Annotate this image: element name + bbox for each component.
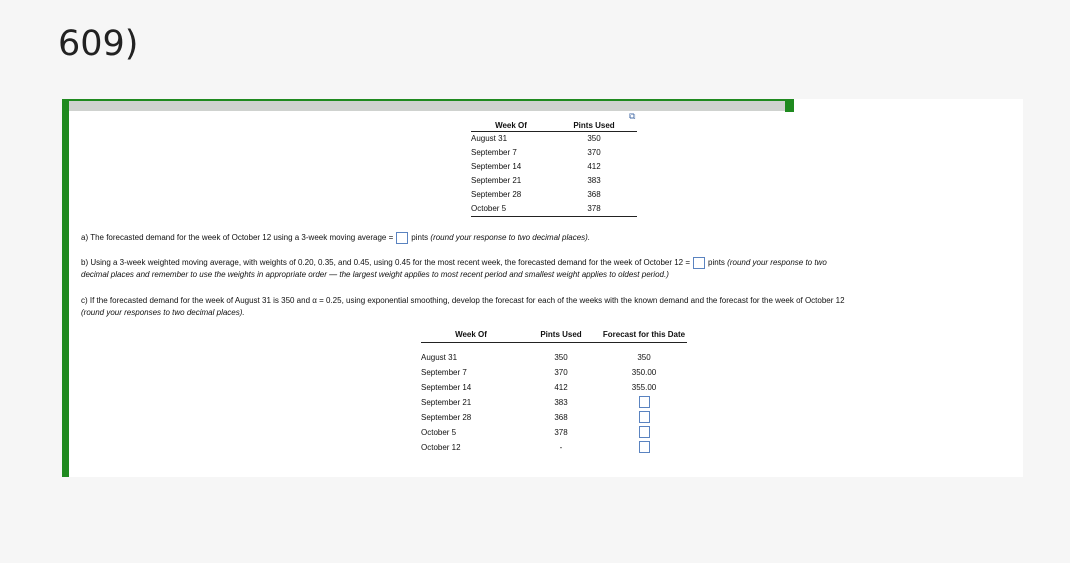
table2-header-week: Week Of bbox=[421, 327, 521, 343]
pints-cell: 350 bbox=[554, 352, 568, 362]
forecast-table bbox=[421, 327, 687, 455]
week-cell: September 21 bbox=[471, 176, 522, 185]
table-row bbox=[471, 174, 637, 188]
table2-header-forecast: Forecast for this Date bbox=[601, 327, 687, 343]
part-b-text: b) Using a 3-week weighted moving average, with weights of 0.20, 0.35, and 0.45, using 0.45 for the most recent week, the forecasted demand for the week of October 12 = bbox=[81, 258, 691, 268]
pints-cell: 378 bbox=[551, 202, 637, 217]
pints-cell: 368 bbox=[554, 412, 568, 422]
pints-cell: - bbox=[559, 442, 563, 452]
question-number: 609) bbox=[58, 24, 139, 64]
question-card bbox=[62, 99, 1023, 477]
table-row bbox=[471, 160, 637, 174]
week-cell: September 14 bbox=[421, 382, 472, 392]
part-b-answer-input[interactable] bbox=[693, 257, 705, 269]
part-a-answer-input[interactable] bbox=[396, 232, 408, 244]
pints-cell: 412 bbox=[554, 382, 568, 392]
table-row bbox=[421, 395, 687, 410]
week-cell: August 31 bbox=[471, 134, 508, 143]
week-cell: September 7 bbox=[421, 367, 467, 377]
table-row bbox=[421, 410, 687, 425]
forecast-answer-input-sep28[interactable] bbox=[639, 411, 650, 423]
table1-header-week: Week Of bbox=[471, 120, 551, 132]
part-c bbox=[81, 295, 1021, 319]
table-row bbox=[421, 440, 687, 455]
table-row bbox=[471, 146, 637, 160]
table2-header-pints: Pints Used bbox=[521, 327, 601, 343]
table-row bbox=[421, 380, 687, 395]
week-cell: October 5 bbox=[421, 427, 457, 437]
forecast-cell: 355.00 bbox=[631, 382, 657, 392]
table-row bbox=[471, 202, 637, 217]
forecast-answer-input-oct12[interactable] bbox=[639, 441, 650, 453]
part-a bbox=[81, 232, 590, 244]
left-accent-bar bbox=[62, 99, 69, 477]
part-b-hint: (round your response to two bbox=[727, 258, 827, 268]
part-a-text: a) The forecasted demand for the week of October 12 using a 3-week moving average = bbox=[81, 233, 394, 243]
pints-cell: 350 bbox=[587, 134, 601, 143]
part-c-text: c) If the forecasted demand for the week of August 31 is 350 and α = 0.25, using exponential smoothing, develop the forecast for each of the weeks with the known demand and the forecast for the week of October 12 bbox=[81, 296, 845, 305]
spacer-row bbox=[421, 343, 687, 350]
top-bar-end-marker bbox=[785, 99, 794, 112]
forecast-answer-input-sep21[interactable] bbox=[639, 396, 650, 408]
top-progress-bar bbox=[69, 99, 794, 111]
week-cell: August 31 bbox=[421, 352, 458, 362]
table-row bbox=[421, 350, 687, 365]
forecast-cell: 350.00 bbox=[631, 367, 657, 377]
demand-table bbox=[471, 120, 637, 217]
week-cell: October 12 bbox=[421, 442, 461, 452]
pints-cell: 383 bbox=[554, 397, 568, 407]
week-cell: September 21 bbox=[421, 397, 472, 407]
part-a-hint: (round your response to two decimal places). bbox=[430, 233, 591, 243]
part-c-hint: (round your responses to two decimal places). bbox=[81, 308, 245, 317]
pints-cell: 368 bbox=[587, 190, 601, 199]
table-row bbox=[421, 365, 687, 380]
week-cell: September 14 bbox=[471, 162, 522, 171]
part-b bbox=[81, 257, 1016, 281]
part-a-unit: pints bbox=[411, 233, 429, 243]
week-cell: September 7 bbox=[471, 148, 517, 157]
pints-cell: 412 bbox=[587, 162, 601, 171]
pints-cell: 370 bbox=[554, 367, 568, 377]
week-cell: October 5 bbox=[471, 202, 551, 217]
table1-header-pints: Pints Used bbox=[551, 120, 637, 132]
forecast-answer-input-oct5[interactable] bbox=[639, 426, 650, 438]
pints-cell: 383 bbox=[587, 176, 601, 185]
table-row bbox=[471, 188, 637, 202]
week-cell: September 28 bbox=[421, 412, 472, 422]
forecast-cell: 350 bbox=[637, 352, 651, 362]
pints-cell: 370 bbox=[587, 148, 601, 157]
table-row bbox=[471, 132, 637, 147]
part-b-unit: pints bbox=[708, 258, 725, 268]
week-cell: September 28 bbox=[471, 190, 522, 199]
table-row bbox=[421, 425, 687, 440]
part-b-hint-continued: decimal places and remember to use the weights in appropriate order — the largest weight applies to most recent period and smallest weight applies to oldest period.) bbox=[81, 270, 669, 280]
popout-icon[interactable]: ⧉ bbox=[629, 111, 636, 121]
pints-cell: 378 bbox=[554, 427, 568, 437]
